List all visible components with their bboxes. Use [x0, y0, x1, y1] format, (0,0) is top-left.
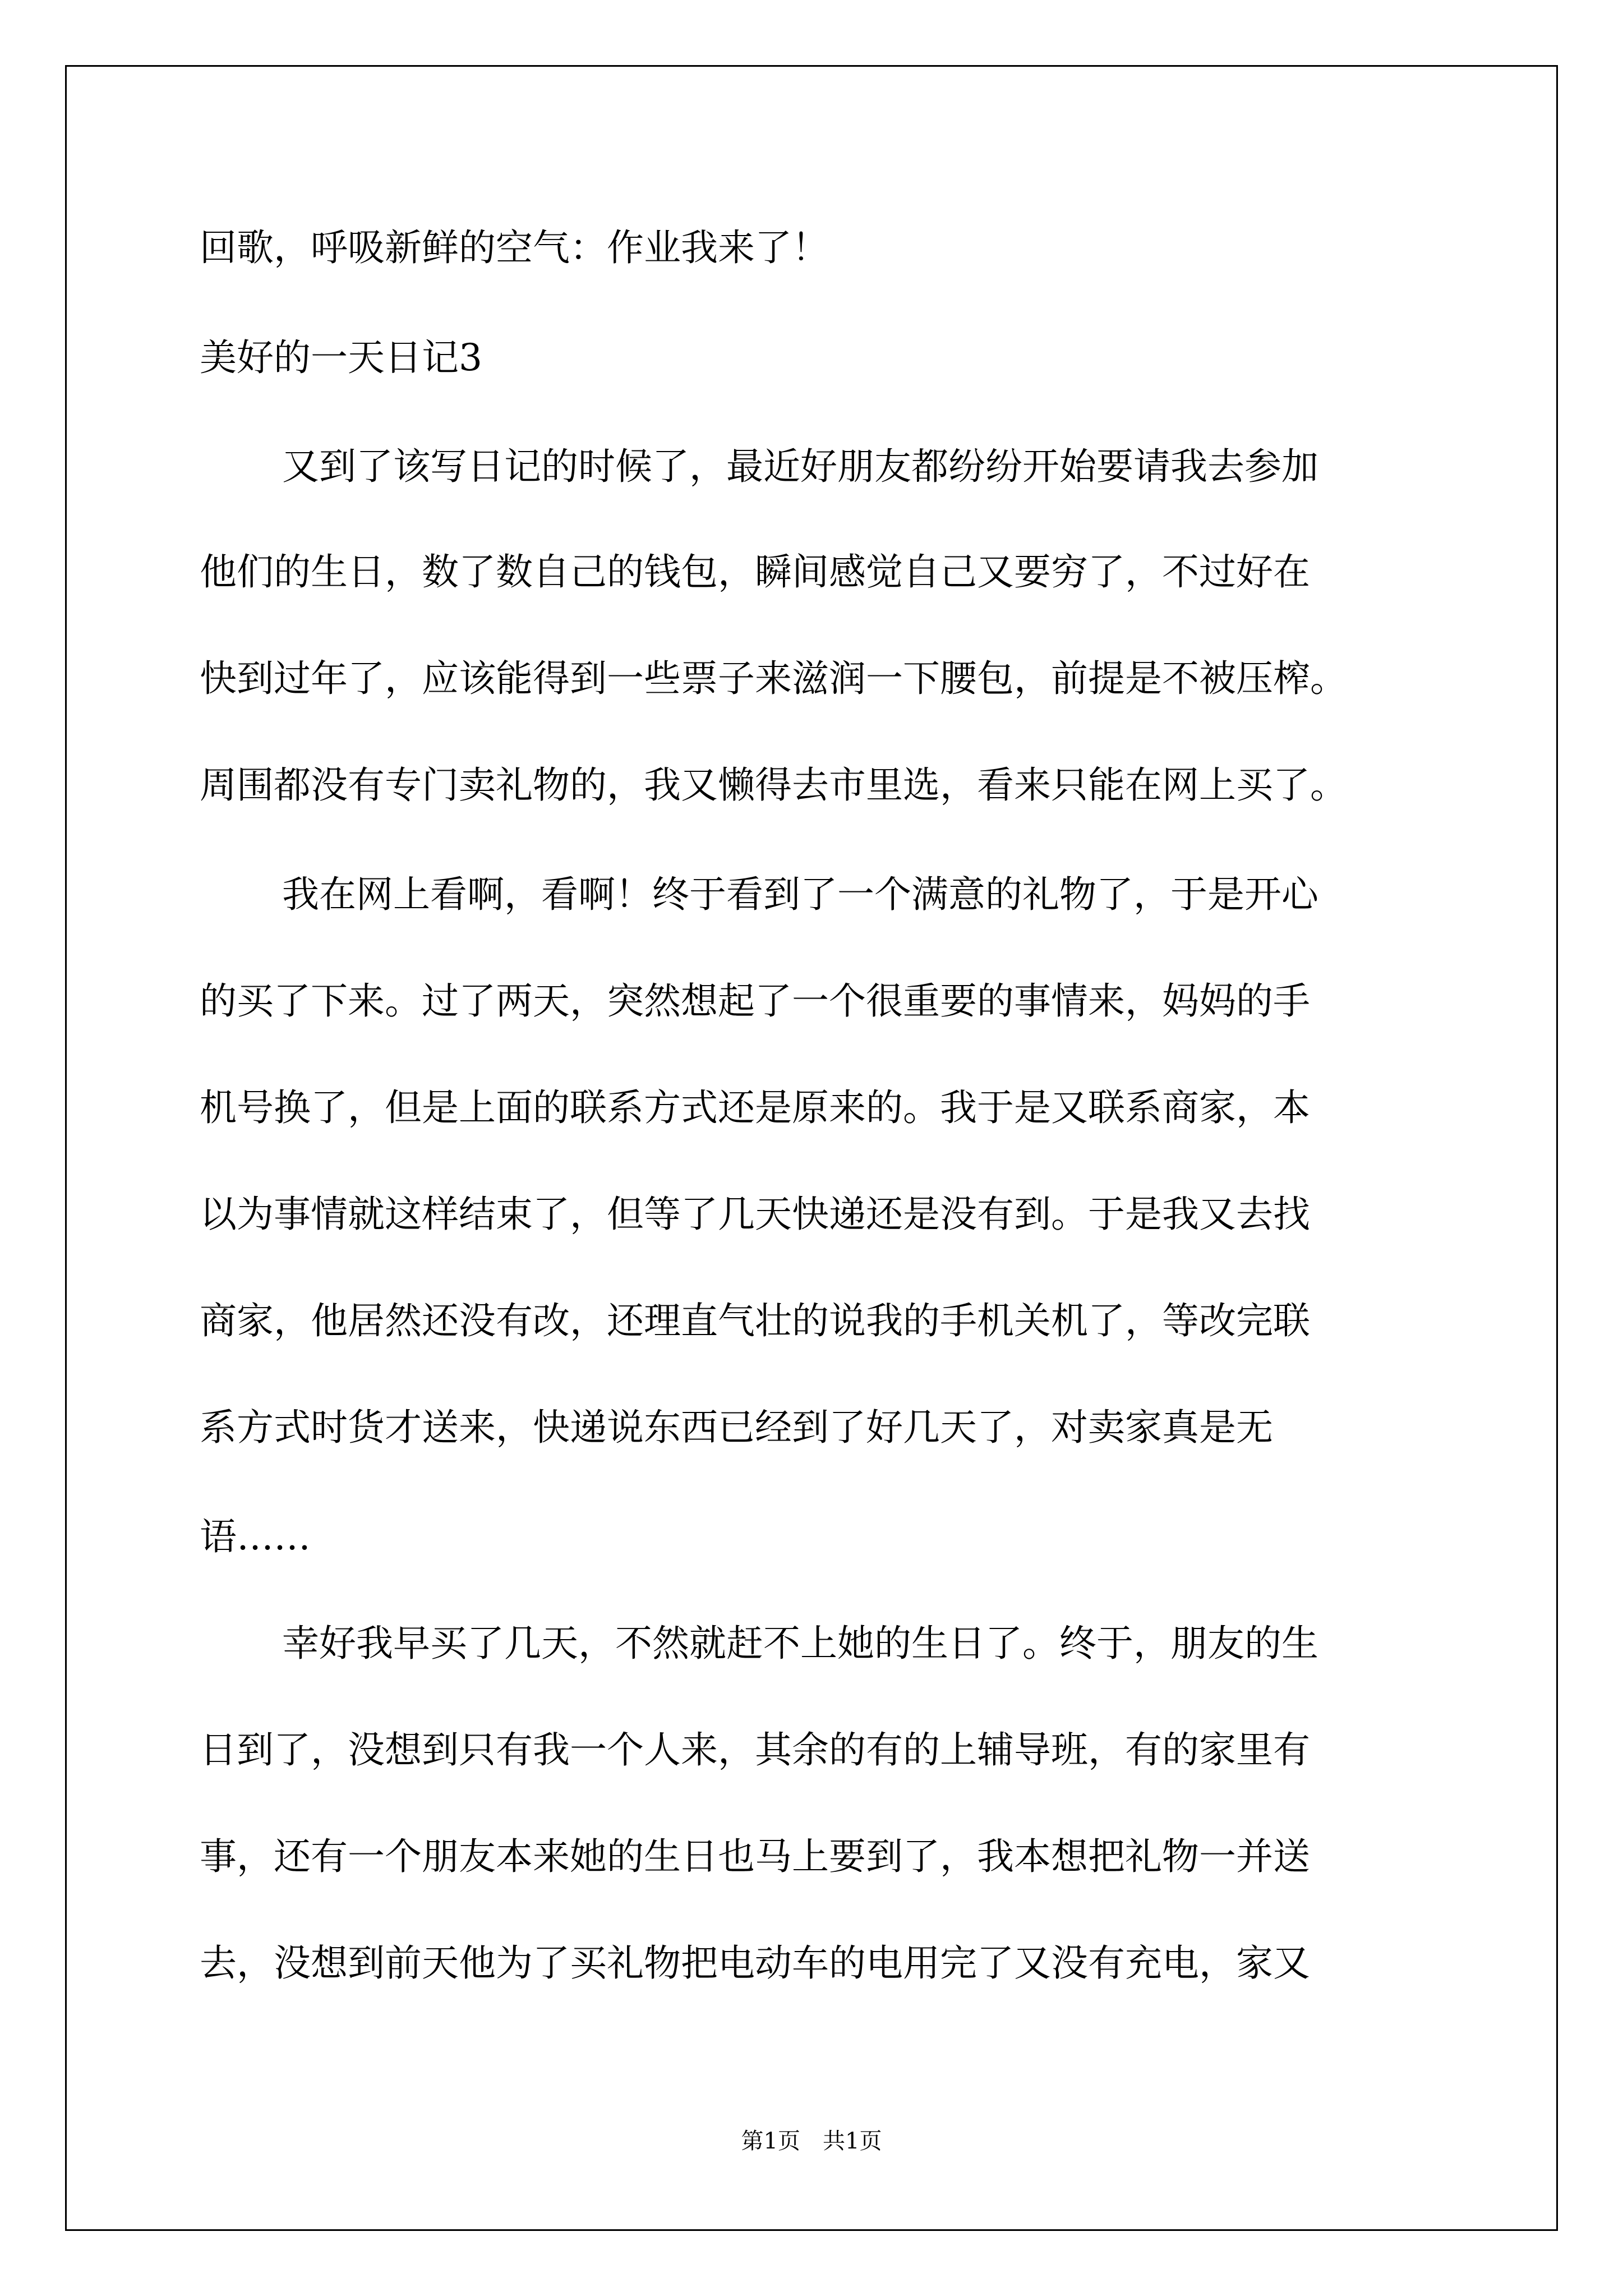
text-line: 快到过年了，应该能得到一些票子来滋润一下腰包，前提是不被压榨。 [200, 657, 1347, 700]
text-line: 事，还有一个朋友本来她的生日也马上要到了，我本想把礼物一并送 [200, 1835, 1310, 1878]
text-line: 以为事情就这样结束了，但等了几天快递还是没有到。于是我又去找 [200, 1193, 1310, 1236]
text-line: 机号换了，但是上面的联系方式还是原来的。我于是又联系商家，本 [200, 1086, 1310, 1129]
page-number-footer: 第1页 共1页 [741, 2128, 882, 2154]
text-line: 系方式时货才送来，快递说东西已经到了好几天了，对卖家真是无 [200, 1406, 1273, 1449]
text-line: 他们的生日，数了数自己的钱包，瞬间感觉自己又要穷了，不过好在 [200, 550, 1310, 593]
text-line: 语…… [200, 1515, 311, 1558]
text-line: 商家，他居然还没有改，还理直气壮的说我的手机关机了，等改完联 [200, 1299, 1310, 1342]
text-line: 周围都没有专门卖礼物的，我又懒得去市里选，看来只能在网上买了。 [200, 763, 1347, 807]
section-heading: 美好的一天日记3 [200, 336, 482, 379]
text-line: 又到了该写日记的时候了，最近好朋友都纷纷开始要请我去参加 [282, 445, 1318, 488]
text-line: 日到了，没想到只有我一个人来，其余的有的上辅导班，有的家里有 [200, 1728, 1310, 1772]
text-line: 的买了下来。过了两天，突然想起了一个很重要的事情来，妈妈的手 [200, 979, 1310, 1023]
text-line: 幸好我早买了几天，不然就赶不上她的生日了。终于，朋友的生 [282, 1622, 1318, 1665]
page-border [65, 65, 1558, 2231]
text-line: 我在网上看啊，看啊！终于看到了一个满意的礼物了，于是开心 [282, 873, 1318, 916]
text-line: 去，没想到前天他为了买礼物把电动车的电用完了又没有充电，家又 [200, 1941, 1310, 1985]
text-line: 回歌，呼吸新鲜的空气：作业我来了！ [200, 226, 829, 269]
